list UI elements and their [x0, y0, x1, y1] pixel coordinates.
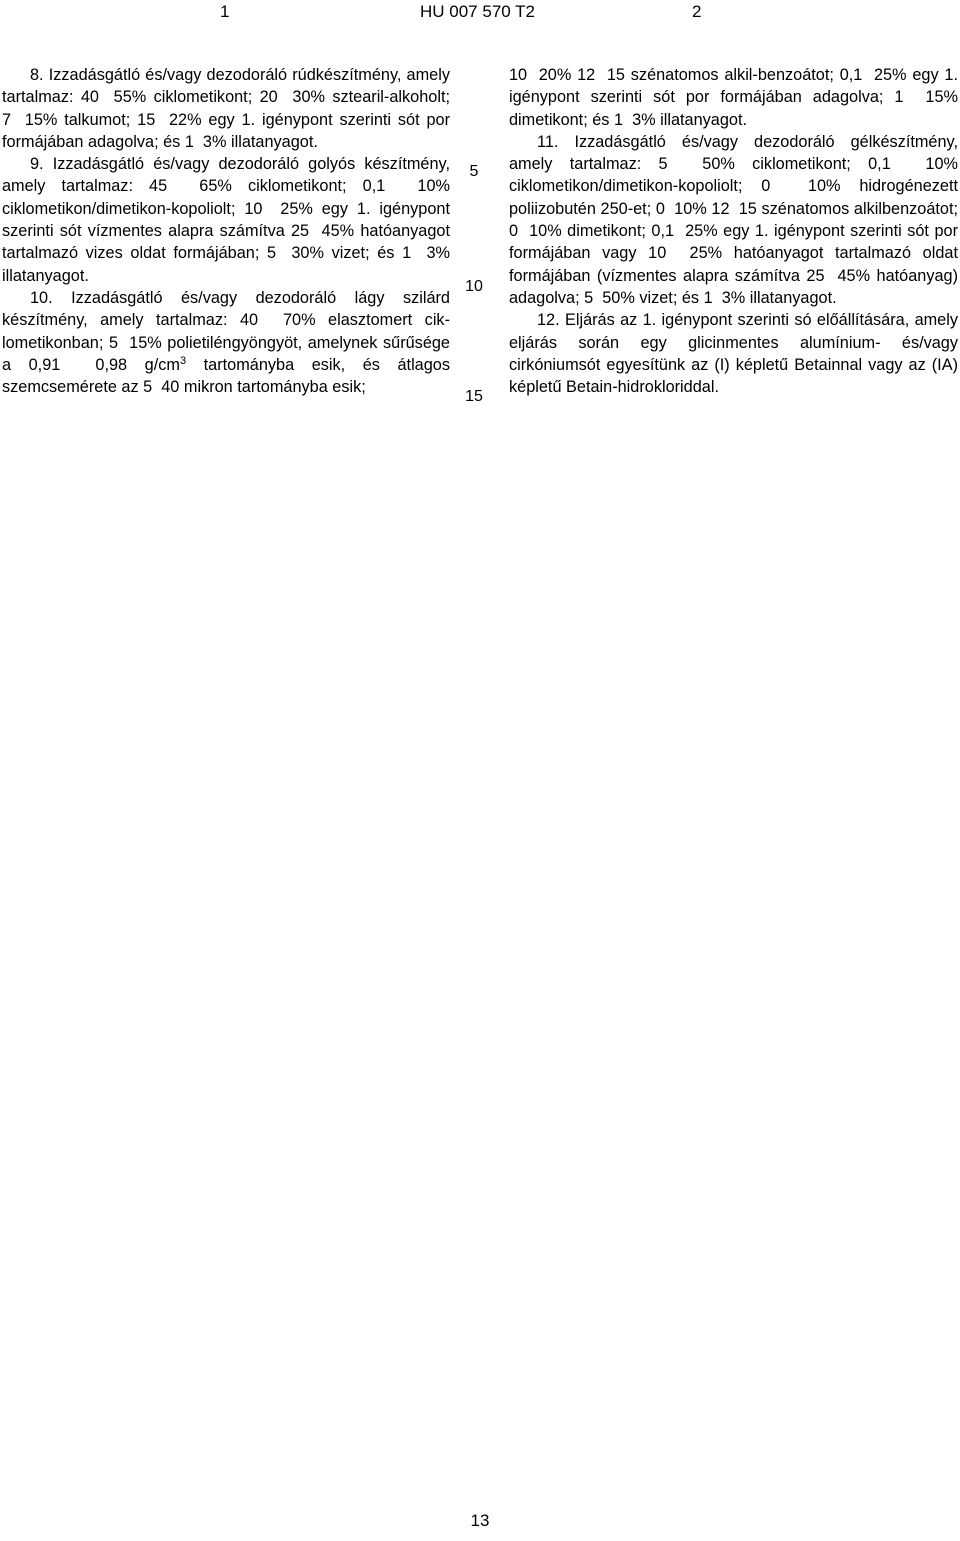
claim-9: 9. Izzadásgátló és/vagy dezodoráló golyós készítmény, amely tartalmaz: 45 65% ciklometikont; 0,1 10% ciklometikon/dimetikon-kopoliolt; 10 25% egy 1. igénypont szerinti sót vízmentes alapra számítva 25 45% hatóanyagot tartalmazó vizes oldat formájában; 5 30% vizet; és 1 3% illatanyagot. — [2, 155, 450, 285]
claim-10-continuation: 10 20% 12 15 szénatomos alkil-benzoátot; 0,1 25% egy 1. igénypont szerinti sót por formájában adagolva; 1 15% dimetikont; és 1 3% illatanyagot. — [509, 66, 958, 129]
claim-10 — [2, 287, 450, 398]
superscript-3: 3 — [179, 354, 187, 367]
right-column — [509, 64, 958, 398]
page-footer-number: 13 — [470, 1511, 490, 1530]
document-id: HU 007 570 T2 — [420, 2, 535, 21]
line-number-15: 15 — [465, 388, 483, 405]
claim-8: 8. Izzadásgátló és/vagy dezodoráló rúdkészítmény, amely tartalmaz: 40 55% ciklometikont; 20 30% sztearil-alkoholt; 7 15% talkumot; 15 22% egy 1. igénypont szerinti sót por formájában adagolva; és 1 3% illatanyagot. — [2, 66, 450, 151]
page-number-right: 2 — [692, 2, 702, 21]
claim-10-text-cont: tartományba esik, és átlagos szemcsemérete az 5 40 mikron tartományba esik; — [2, 355, 450, 397]
page-number-left: 1 — [220, 2, 230, 21]
left-column — [2, 64, 450, 398]
claim-10-text: 10. Izzadásgátló és/vagy dezodoráló lágy szilárd készítmény, amely tartalmaz: 40 70% elasztomert ciklometikonban; 5 15% polietiléngyöngyöt, amelynek sűrűsége a 0,91 0,98 g/cm — [2, 288, 450, 374]
claim-12: 12. Eljárás az 1. igénypont szerinti só előállítására, amely eljárás során egy glicinmentes alumínium- és/vagy cirkóniumsót egyesítünk az (I) képletű Betainnal vagy az (IA) képletű Betain-hidrokloriddal. — [509, 311, 958, 397]
line-number-5: 5 — [469, 163, 479, 180]
line-number-10: 10 — [465, 278, 483, 295]
claim-11: 11. Izzadásgátló és/vagy dezodoráló gélkészítmény, amely tartalmaz: 5 50% ciklometikont; 0,1 10% ciklometikon/dimetikon-kopoliolt; 0 10% hidrogénezett poliizobutén 250-et; 0 10% 12 15 szénatomos alkilbenzoátot; 0 10% dimetikont; 0,1 25% egy 1. igénypont szerinti sót por formájában vagy 10 25% hatóanyagot tartalmazó oldat formájában (vízmentes alapra számítva 25 45% hatóanyag) adagolva; 5 50% vizet; és 1 3% illatanyagot. — [509, 132, 958, 307]
